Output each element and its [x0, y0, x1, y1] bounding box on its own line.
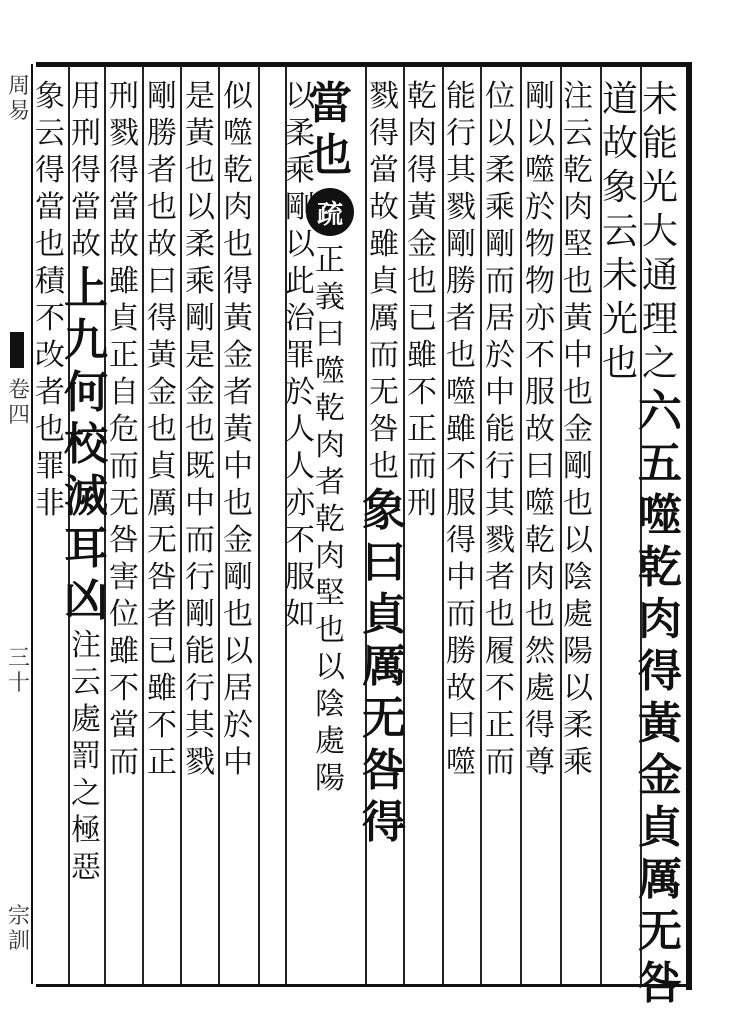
bottom-border-rule — [36, 984, 692, 987]
commentary-text-segment: 剛 以 噬 於 物 物 亦 不 服 故 曰 噬 乾 肉 也 然 處 得 尊 — [525, 79, 555, 780]
text-column — [443, 78, 479, 978]
commentary-text-segment: 未 能 光 大 通 理 之 — [641, 79, 678, 384]
commentary-text-segment: 注 云 處 罰 之 極 惡 — [71, 628, 101, 885]
main-text-segment: 當 也 — [308, 78, 352, 181]
commentary-text-segment: 位 以 柔 乘 剛 而 居 於 中 能 行 其 戮 者 也 履 不 正 而 — [485, 79, 515, 780]
commentary-text-segment: 剛 勝 者 也 故 曰 得 黃 金 也 貞 厲 无 咎 者 已 雖 不 正 — [147, 79, 177, 780]
text-column — [482, 78, 518, 978]
top-border-rule — [36, 62, 692, 67]
margin-bottom-char: 訓 — [7, 929, 30, 955]
text-column — [32, 78, 68, 978]
text-column — [560, 78, 596, 978]
commentary-text-segment: 積 不 改 者 也 罪 非 — [35, 264, 65, 521]
text-column — [600, 78, 640, 978]
margin-title-char: 易 — [7, 99, 30, 125]
margin-volume-char: 卷 — [7, 378, 30, 403]
commentary-seal-mark: 疏 — [306, 188, 354, 236]
margin-bottom-char: 宗 — [7, 904, 30, 929]
text-column — [144, 78, 180, 978]
margin-bottom-text — [6, 904, 32, 955]
main-text-segment: 六 五 噬 乾 肉 得 黃 金 貞 厲 无 咎 — [638, 386, 682, 1009]
text-column — [522, 78, 558, 978]
commentary-text-segment: 乾 肉 得 黃 金 也 已 雖 不 正 而 刑 — [407, 79, 437, 521]
text-column — [362, 78, 406, 978]
fishtail-mark — [10, 332, 24, 368]
commentary-text-segment: 注 云 乾 肉 堅 也 黃 中 也 金 剛 也 以 陰 處 陽 以 柔 乘 — [563, 79, 593, 780]
commentary-text-segment: 道 故 象 云 未 光 也 — [601, 79, 638, 384]
margin-title-char: 周 — [7, 74, 30, 99]
page-margin-strip — [0, 66, 32, 984]
main-text-segment: 上 九 何 校 滅 耳 凶 — [64, 263, 108, 626]
commentary-text-segment: 似 噬 乾 肉 也 得 黃 金 者 黃 中 也 金 剛 也 以 居 於 中 — [223, 79, 253, 780]
text-column — [638, 78, 682, 1009]
main-text-segment: 象 曰 貞 厲 无 咎 得 — [362, 485, 406, 848]
commentary-text-segment: 能 行 其 戮 剛 勝 者 也 噬 雖 不 服 得 中 而 勝 故 曰 噬 — [446, 79, 476, 780]
text-column — [282, 78, 318, 978]
text-column — [220, 78, 256, 978]
margin-page-char: 十 — [7, 671, 30, 697]
column-divider-rule — [258, 66, 260, 984]
margin-page-char: 三 — [7, 646, 30, 671]
commentary-text-segment: 用 刑 得 當 故 — [71, 79, 101, 262]
commentary-text-segment: 以 柔 乘 剛 以 此 治 罪 於 人 人 亦 不 服 如 — [285, 79, 315, 632]
commentary-text-segment: 象 云 得 當 也 — [35, 79, 65, 262]
commentary-text-segment: 戮 得 當 故 雖 貞 厲 而 无 咎 也 — [369, 79, 399, 484]
commentary-text-segment: 刑 戮 得 當 故 雖 貞 正 自 危 而 无 咎 害 位 雖 不 當 而 — [109, 79, 139, 780]
margin-volume-char: 四 — [7, 403, 30, 429]
margin-title — [6, 74, 32, 125]
margin-volume — [6, 378, 32, 429]
commentary-text-segment: 正 義 曰 噬 乾 肉 者 乾 肉 堅 也 以 陰 處 陽 — [315, 243, 345, 796]
margin-page-number — [6, 646, 32, 697]
text-column — [182, 78, 218, 978]
text-column — [64, 78, 108, 978]
commentary-text-segment: 是 黃 也 以 柔 乘 剛 是 金 也 既 中 而 行 剛 能 行 其 戮 — [185, 79, 215, 780]
